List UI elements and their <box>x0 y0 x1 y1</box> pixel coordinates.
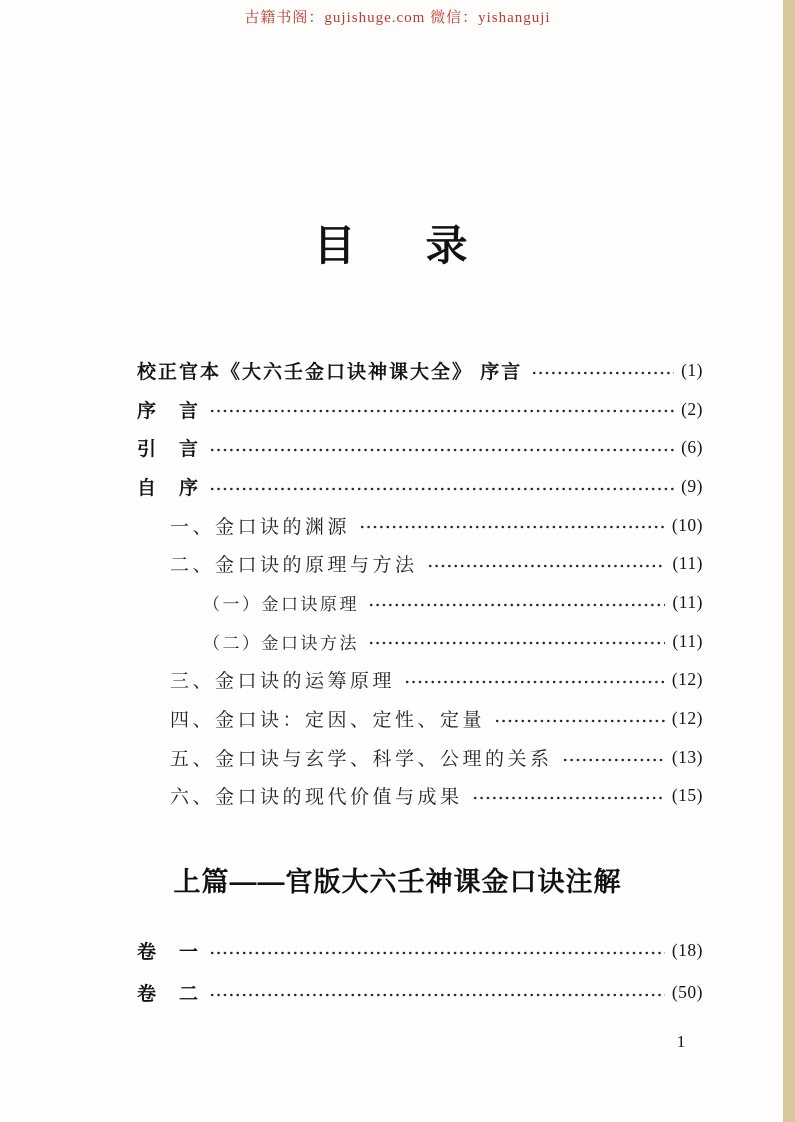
toc-entry-label: 六、金口诀的现代价值与成果 <box>170 787 463 809</box>
toc-entry-page: (50) <box>671 981 703 1002</box>
toc-entry <box>137 390 703 429</box>
toc-entry-label: 三、金口诀的运筹原理 <box>170 671 396 693</box>
toc-entry <box>137 777 703 816</box>
toc-entry <box>137 738 703 777</box>
dot-leader <box>404 661 665 700</box>
toc-entry <box>137 622 703 661</box>
dot-leader <box>209 467 674 506</box>
toc-entry-page: (11) <box>672 553 703 574</box>
section-heading: 上篇——官版大六壬神课金口诀注解 <box>173 867 622 897</box>
scan-edge-strip <box>783 0 795 1122</box>
toc-entry-page: (15) <box>671 785 703 806</box>
dot-leader <box>427 544 666 583</box>
toc-entry-page: (2) <box>681 398 703 419</box>
page-number: 1 <box>676 1032 686 1051</box>
toc-entry-page: (12) <box>671 669 703 690</box>
dot-leader <box>472 777 665 816</box>
dot-leader <box>368 622 665 661</box>
toc-entry <box>137 972 703 1014</box>
toc-entry <box>137 930 703 972</box>
toc-entry-label: 校正官本《大六壬金口诀神课大全》 序言 <box>137 361 523 383</box>
toc-entry <box>137 428 703 467</box>
toc-entry-label: 二、金口诀的原理与方法 <box>170 555 418 577</box>
toc-entry-page: (6) <box>681 437 703 458</box>
toc-section-list <box>137 930 703 1013</box>
dot-leader <box>531 351 674 390</box>
dot-leader <box>209 930 665 972</box>
toc-entry-label: 四、金口诀：定因、定性、定量 <box>170 710 486 732</box>
dot-leader <box>494 699 665 738</box>
toc-entry-label: 序 言 <box>137 400 201 422</box>
toc-entry-label: 五、金口诀与玄学、科学、公理的关系 <box>170 748 553 770</box>
toc-entry <box>137 583 703 622</box>
dot-leader <box>209 428 674 467</box>
toc-entry-page: (12) <box>671 708 703 729</box>
page-title: 目 录 <box>313 222 482 269</box>
toc-entry <box>137 661 703 700</box>
dot-leader <box>562 738 665 777</box>
watermark-text: 古籍书阁：gujishuge.com 微信：yishanguji <box>244 10 551 26</box>
toc-entry-page: (11) <box>672 630 703 651</box>
toc-entry-label: 引 言 <box>137 439 201 461</box>
toc-entry-page: (10) <box>671 514 703 535</box>
toc-entry-label: 一、金口诀的渊源 <box>170 516 351 538</box>
toc-entry <box>137 467 703 506</box>
toc-entry-label: （一）金口诀原理 <box>203 594 359 614</box>
toc-entry <box>137 351 703 390</box>
toc-entry-page: (9) <box>681 475 703 496</box>
dot-leader <box>209 972 665 1014</box>
toc-entry <box>137 506 703 545</box>
toc-entry-label: （二）金口诀方法 <box>203 633 359 653</box>
dot-leader <box>368 583 665 622</box>
toc-entry-page: (1) <box>681 359 703 380</box>
toc-entry-page: (13) <box>671 746 703 767</box>
toc-entry-page: (11) <box>672 591 703 612</box>
toc-entry-label: 卷 二 <box>137 983 201 1005</box>
dot-leader <box>209 390 674 429</box>
dot-leader <box>359 506 665 545</box>
toc-entry-page: (18) <box>671 940 703 961</box>
toc-entry <box>137 699 703 738</box>
toc-entry <box>137 544 703 583</box>
toc-entry-label: 卷 一 <box>137 942 201 964</box>
toc-list <box>137 351 703 815</box>
toc-entry-label: 自 序 <box>137 477 201 499</box>
